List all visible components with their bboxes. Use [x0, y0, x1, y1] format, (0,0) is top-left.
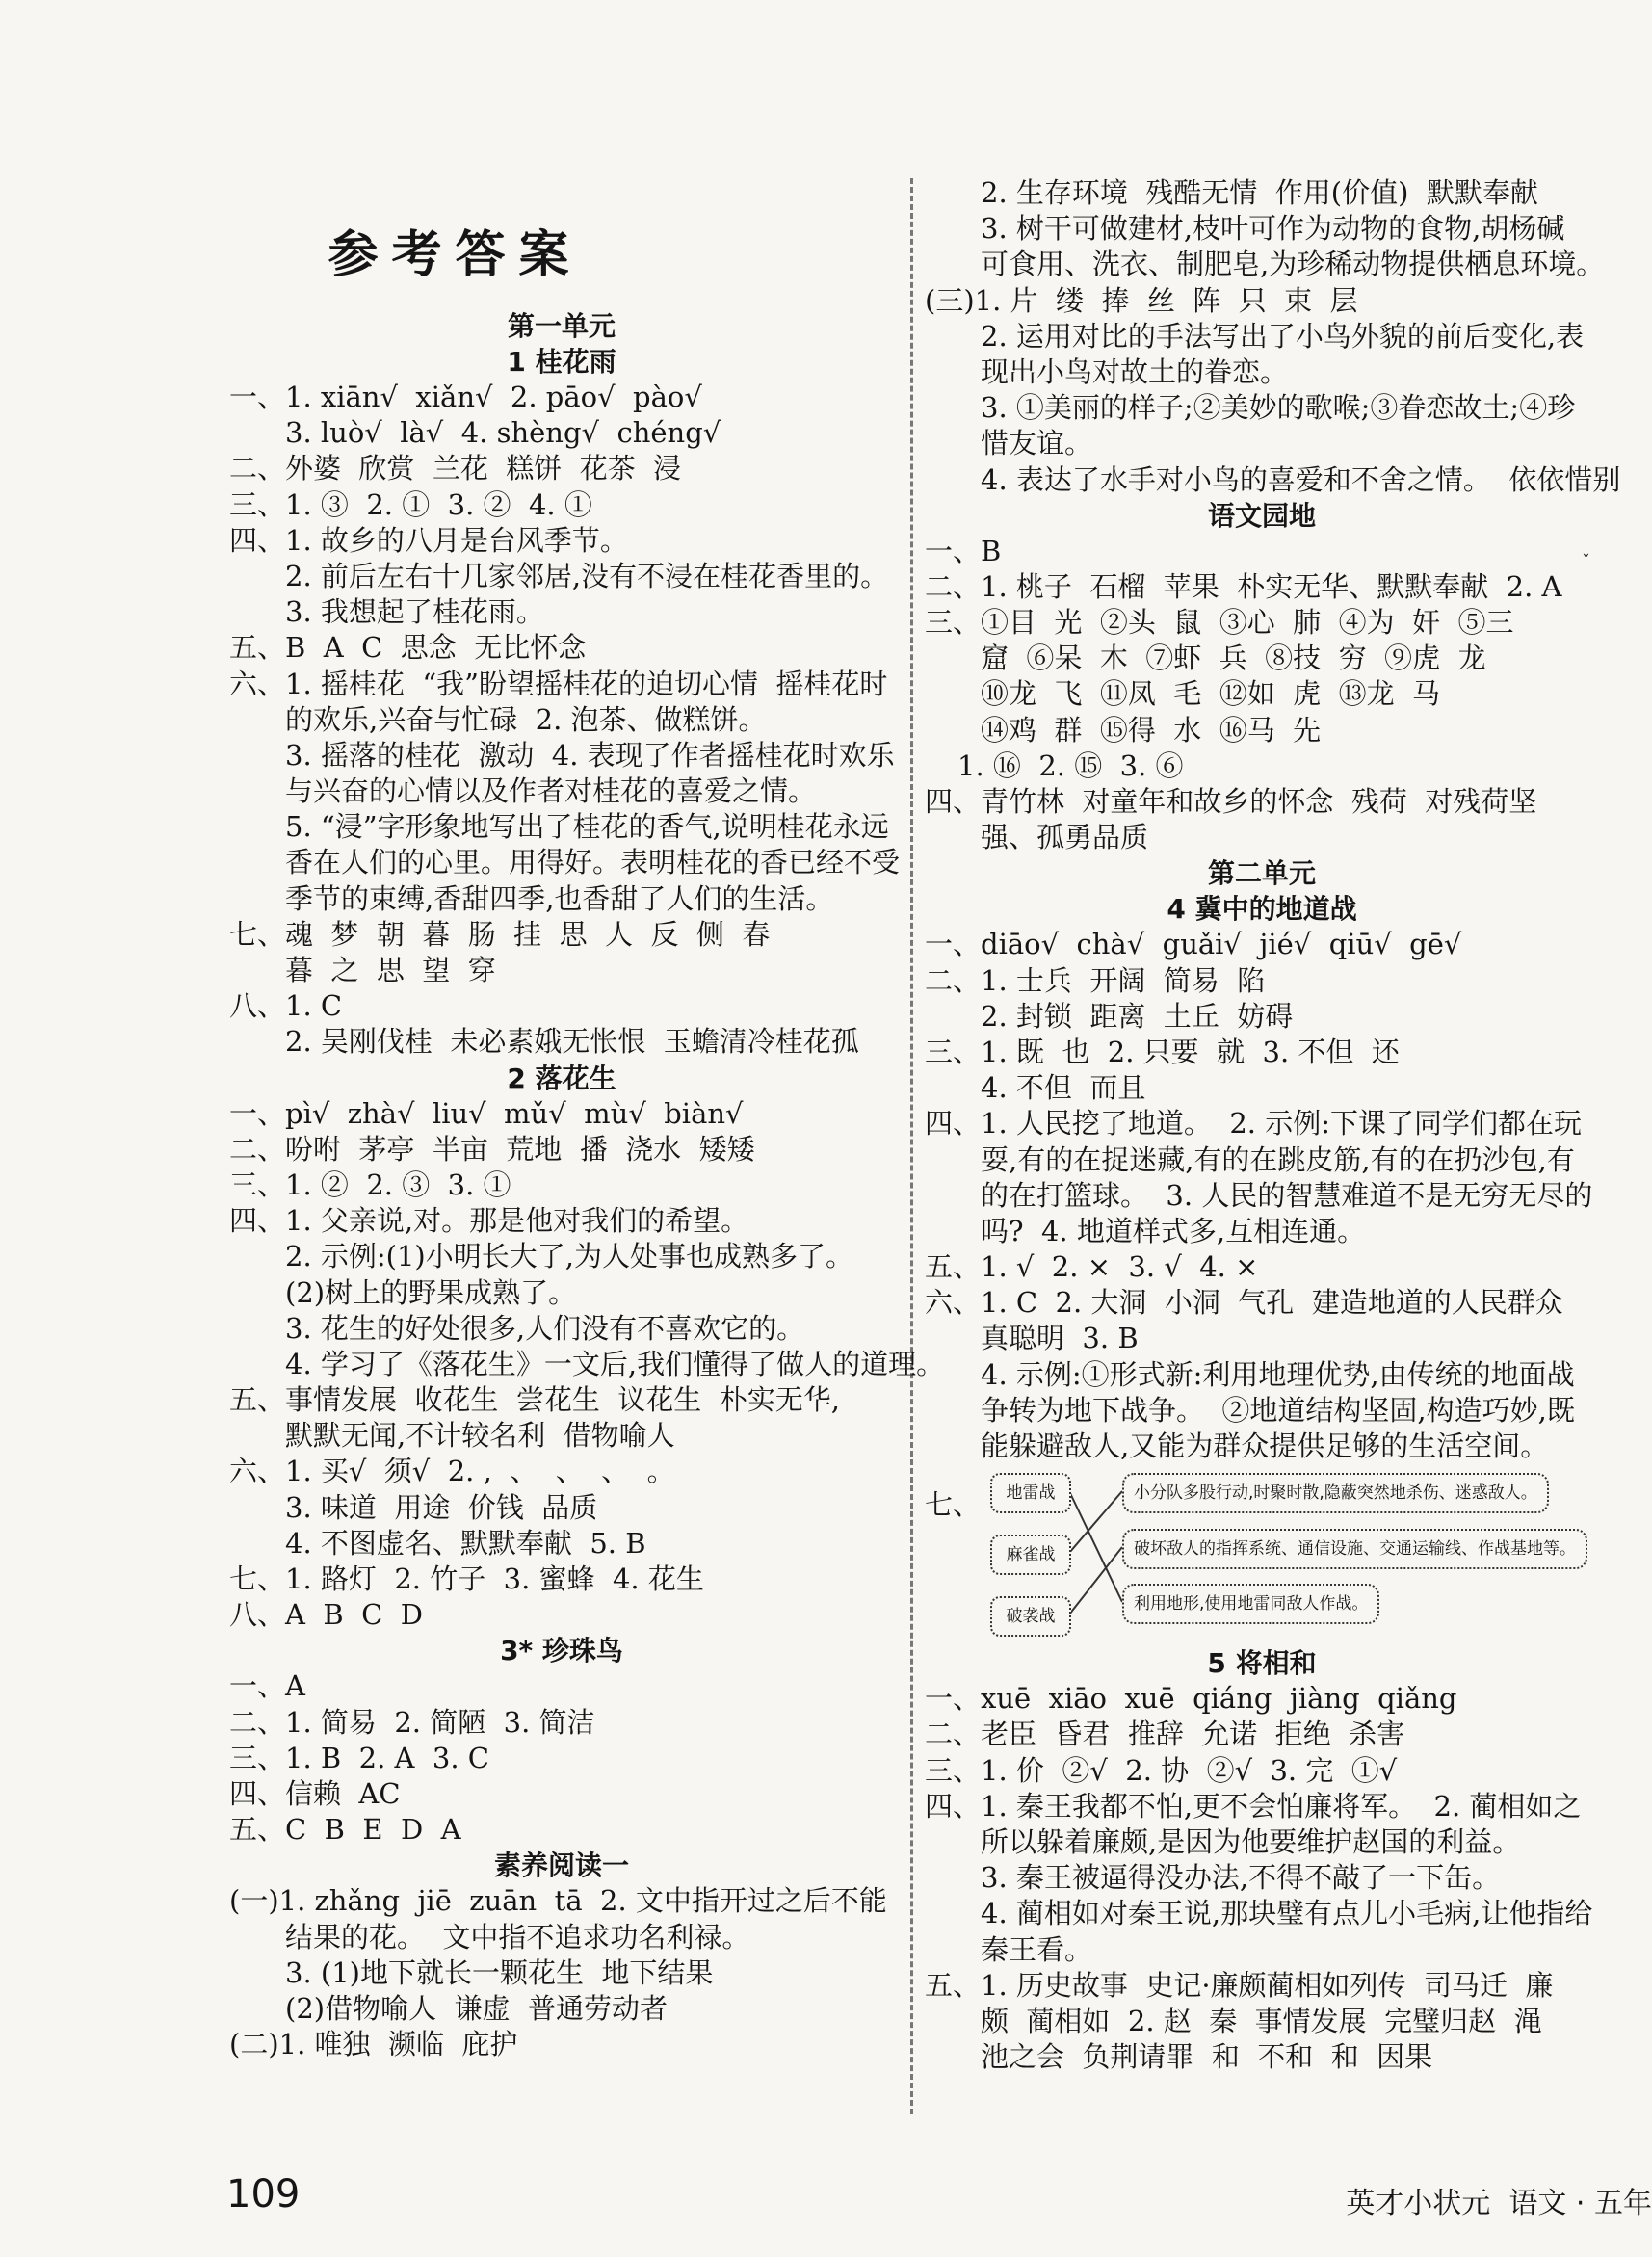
- section-heading: 2 落花生: [507, 1062, 616, 1094]
- answer-line: 五、C B E D A: [229, 1813, 461, 1847]
- answer-line: 季节的束缚,香甜四季,也香甜了人们的生活。: [285, 881, 834, 915]
- answer-line: 4. 不图虚名、默默奉献 5. B: [285, 1526, 646, 1560]
- answer-line: 强、孤勇品质: [981, 821, 1149, 854]
- answer-line: 2. 封锁 距离 土丘 妨碍: [981, 999, 1294, 1033]
- answer-line: 吗? 4. 地道样式多,互相连通。: [981, 1214, 1366, 1247]
- answer-line: 六、1. C 2. 大洞 小洞 气孔 建造地道的人民群众: [925, 1286, 1563, 1320]
- answer-line: 五、1. 历史故事 史记·廉颇蔺相如列传 司马迁 廉: [925, 1968, 1554, 2002]
- answer-line: 四、1. 故乡的八月是台风季节。: [229, 523, 628, 557]
- answer-line: 的欢乐,兴奋与忙碌 2. 泡茶、做糕饼。: [285, 702, 767, 736]
- section-heading: 素养阅读一: [493, 1850, 629, 1882]
- answer-line: 4. 不但 而且: [981, 1071, 1146, 1105]
- answer-line: 3. 花生的好处很多,人们没有不喜欢它的。: [285, 1311, 805, 1345]
- page-title: 参考答案: [328, 226, 583, 284]
- answer-line: 3. 味道 用途 价钱 品质: [285, 1490, 598, 1524]
- answer-line: 池之会 负荆请罪 和 不和 和 因果: [981, 2040, 1433, 2074]
- answer-line: 五、1. √ 2. × 3. √ 4. ×: [925, 1250, 1259, 1284]
- right-column: [925, 175, 1621, 2075]
- answer-line: 四、1. 人民挖了地道。 2. 示例:下课了同学们都在玩: [925, 1107, 1582, 1141]
- match-line-2: [1069, 1491, 1122, 1553]
- answer-line: 一、A: [229, 1669, 305, 1703]
- answer-line: 3. 树干可做建材,枝叶可作为动物的食物,胡杨碱: [981, 212, 1565, 246]
- answer-line: 三、1. ③ 2. ① 3. ② 4. ①: [229, 487, 592, 521]
- answer-line: 二、1. 简易 2. 简陋 3. 简洁: [229, 1705, 595, 1739]
- answer-line: 的在打篮球。 3. 人民的智慧难道不是无穷无尽的: [981, 1178, 1593, 1212]
- stray-mark: ˇ: [1582, 552, 1590, 572]
- answer-line: ⑭鸡 群 ⑮得 水 ⑯马 先: [981, 713, 1322, 747]
- answer-line: 三、1. 价 ②√ 2. 协 ②√ 3. 完 ①√: [925, 1753, 1398, 1787]
- section-heading: 3* 珍珠鸟: [500, 1635, 623, 1667]
- section-heading: 5 将相和: [1207, 1647, 1317, 1680]
- right-answer-list-bottom: [925, 1645, 1599, 2075]
- answer-line: 4. 示例:①形式新:利用地理优势,由传统的地面战: [981, 1357, 1575, 1391]
- answer-line: 六、1. 买√ 须√ 2. , 、 、 、 。: [229, 1455, 675, 1488]
- answer-line: 一、B: [925, 534, 1002, 567]
- answer-line: (2)借物喻人 谦虚 普通劳动者: [285, 1991, 668, 2025]
- section-heading: 第二单元: [1207, 857, 1316, 890]
- answer-line: 4. 蔺相如对秦王说,那块璧有点儿小毛病,让他指给: [981, 1897, 1593, 1930]
- answer-line: 2. 示例:(1)小明长大了,为人处事也成熟多了。: [285, 1240, 853, 1273]
- answer-line: 一、xuē xiāo xuē qiáng jiàng qiǎng: [925, 1682, 1457, 1716]
- answer-line: 2. 前后左右十几家邻居,没有不浸在桂花香里的。: [285, 559, 889, 592]
- answer-line: 5. “浸”字形象地写出了桂花的香气,说明桂花永远: [285, 810, 889, 844]
- answer-line: 香在人们的心里。用得好。表明桂花的香已经不受: [285, 846, 901, 879]
- answer-line: 3. 摇落的桂花 激动 4. 表现了作者摇桂花时欢乐: [285, 738, 895, 772]
- matching-label: 七、: [925, 1488, 982, 1522]
- answer-line: 现出小鸟对故土的眷恋。: [981, 354, 1289, 388]
- page-number: 109: [226, 2172, 301, 2217]
- answer-line: (2)树上的野果成熟了。: [285, 1275, 577, 1309]
- answer-line: 可食用、洗衣、制肥皂,为珍稀动物提供栖息环境。: [981, 248, 1605, 281]
- answer-line: 一、1. xiān√ xiǎn√ 2. pāo√ pào√: [229, 381, 702, 413]
- answer-line: (三)1. 片 缕 捧 丝 阵 只 束 层: [925, 283, 1358, 317]
- answer-line: 与兴奋的心情以及作者对桂花的喜爱之情。: [285, 774, 817, 808]
- answer-line: 结果的花。 文中指不追求功名利禄。: [285, 1920, 750, 1954]
- matching-left-item: 破袭战: [990, 1596, 1071, 1637]
- answer-line: 窟 ⑥呆 木 ⑦虾 兵 ⑧技 穷 ⑨虎 龙: [981, 642, 1486, 675]
- answer-line: 八、1. C: [229, 989, 343, 1023]
- answer-line: 八、A B C D: [229, 1598, 424, 1632]
- answer-line: 4. 表达了水手对小鸟的喜爱和不舍之情。 依依惜别: [981, 462, 1621, 496]
- answer-line: 3. luò√ là√ 4. shèng√ chéng√: [285, 416, 721, 450]
- answer-line: 二、1. 士兵 开阔 简易 陷: [925, 963, 1266, 997]
- answer-line: 耍,有的在捉迷藏,有的在跳皮筋,有的在扔沙包,有: [981, 1142, 1575, 1176]
- footer-text: 英才小状元 语文 · 五年: [1346, 2187, 1652, 2220]
- answer-line: 3. ①美丽的样子;②美妙的歌喉;③眷恋故土;④珍: [981, 391, 1576, 425]
- answer-line: 一、diāo√ chà√ guǎi√ jié√ qiū√ gē√: [925, 928, 1462, 961]
- answer-line: 所以躲着廉颇,是因为他要维护赵国的利益。: [981, 1824, 1521, 1858]
- match-line-1: [1069, 1491, 1122, 1602]
- answer-line: 二、吩咐 茅亭 半亩 荒地 播 浇水 矮矮: [229, 1132, 755, 1166]
- answer-line: 四、青竹林 对童年和故乡的怀念 残荷 对残荷坚: [925, 785, 1537, 818]
- answer-line: 3. 秦王被逼得没办法,不得不敲了一下缶。: [981, 1861, 1501, 1895]
- answer-line: ⑩龙 飞 ⑪凤 毛 ⑫如 虎 ⑬龙 马: [981, 677, 1441, 711]
- answer-line: 暮 之 思 望 穿: [285, 954, 496, 986]
- answer-line: 秦王看。: [981, 1932, 1093, 1966]
- answer-line: 4. 学习了《落花生》一文后,我们懂得了做人的道理。: [285, 1347, 945, 1380]
- section-heading: 语文园地: [1207, 499, 1316, 532]
- answer-line: 惜友谊。: [981, 427, 1093, 460]
- answer-line: 七、魂 梦 朝 暮 肠 挂 思 人 反 侧 春: [229, 917, 771, 951]
- answer-line: 七、1. 路灯 2. 竹子 3. 蜜蜂 4. 花生: [229, 1562, 704, 1595]
- match-line-3: [1069, 1547, 1122, 1614]
- answer-line: 四、1. 父亲说,对。那是他对我们的希望。: [229, 1204, 749, 1238]
- answer-line: 颇 蔺相如 2. 赵 秦 事情发展 完璧归赵 渑: [981, 2004, 1542, 2037]
- left-column: [229, 173, 945, 2062]
- answer-line: 四、信赖 AC: [229, 1776, 401, 1810]
- answer-line: 三、①目 光 ②头 鼠 ③心 肺 ④为 奸 ⑤三: [925, 606, 1514, 640]
- answer-line: 默默无闻,不计较名利 借物喻人: [285, 1419, 675, 1453]
- answer-line: 2. 生存环境 残酷无情 作用(价值) 默默奉献: [981, 176, 1538, 209]
- answer-line: 二、外婆 欣赏 兰花 糕饼 花茶 浸: [229, 452, 682, 486]
- answer-line: 2. 吴刚伐桂 未必素娥无怅恨 玉蟾清冷桂花孤: [285, 1025, 859, 1059]
- answer-line: 2. 运用对比的手法写出了小鸟外貌的前后变化,表: [981, 319, 1585, 353]
- matching-right-item: 小分队多股行动,时聚时散,隐蔽突然地杀伤、迷惑敌人。: [1122, 1473, 1549, 1513]
- column-divider: [910, 178, 913, 2114]
- answer-line: 3. 我想起了桂花雨。: [285, 595, 544, 629]
- section-heading: 第一单元: [507, 310, 616, 342]
- answer-line: 四、1. 秦王我都不怕,更不会怕廉将军。 2. 蔺相如之: [925, 1789, 1582, 1823]
- matching-left-item: 地雷战: [990, 1473, 1071, 1513]
- section-heading: 4 冀中的地道战: [1167, 893, 1357, 926]
- right-answer-list-top: [925, 175, 1621, 1464]
- answer-line: 五、事情发展 收花生 尝花生 议花生 朴实无华,: [229, 1383, 840, 1417]
- matching-right-item: 破坏敌人的指挥系统、通信设施、交通运输线、作战基地等。: [1122, 1529, 1587, 1569]
- section-heading: 1 桂花雨: [507, 346, 616, 378]
- answer-line: 1. ⑯ 2. ⑮ 3. ⑥: [957, 748, 1184, 782]
- matching-exercise: [925, 1470, 1599, 1641]
- answer-line: (二)1. 唯独 濒临 庇护: [229, 2028, 518, 2061]
- answer-line: 一、pì√ zhà√ liu√ mǔ√ mù√ biàn√: [229, 1096, 744, 1130]
- answer-line: 争转为地下战争。 ②地道结构坚固,构造巧妙,既: [981, 1393, 1575, 1427]
- answer-line: 三、1. 既 也 2. 只要 就 3. 不但 还: [925, 1035, 1400, 1068]
- answer-line: 真聪明 3. B: [981, 1322, 1139, 1355]
- answer-line: 3. (1)地下就长一颗花生 地下结果: [285, 1955, 714, 1989]
- answer-line: 三、1. ② 2. ③ 3. ①: [229, 1168, 511, 1201]
- answer-line: 六、1. 摇桂花 “我”盼望摇桂花的迫切心情 摇桂花时: [229, 667, 888, 700]
- answer-line: (一)1. zhǎng jiē zuān tā 2. 文中指开过之后不能: [229, 1884, 887, 1918]
- answer-line: 二、老臣 昏君 推辞 允诺 拒绝 杀害: [925, 1718, 1405, 1751]
- answer-line: 五、B A C 思念 无比怀念: [229, 631, 587, 665]
- matching-right-item: 利用地形,使用地雷同敌人作战。: [1122, 1584, 1379, 1624]
- matching-left-item: 麻雀战: [990, 1535, 1071, 1575]
- answer-line: 二、1. 桃子 石榴 苹果 朴实无华、默默奉献 2. A: [925, 569, 1562, 603]
- answer-line: 能躲避敌人,又能为群众提供足够的生活空间。: [981, 1430, 1549, 1462]
- answer-line: 三、1. B 2. A 3. C: [229, 1741, 489, 1774]
- left-answer-list: [229, 308, 945, 2062]
